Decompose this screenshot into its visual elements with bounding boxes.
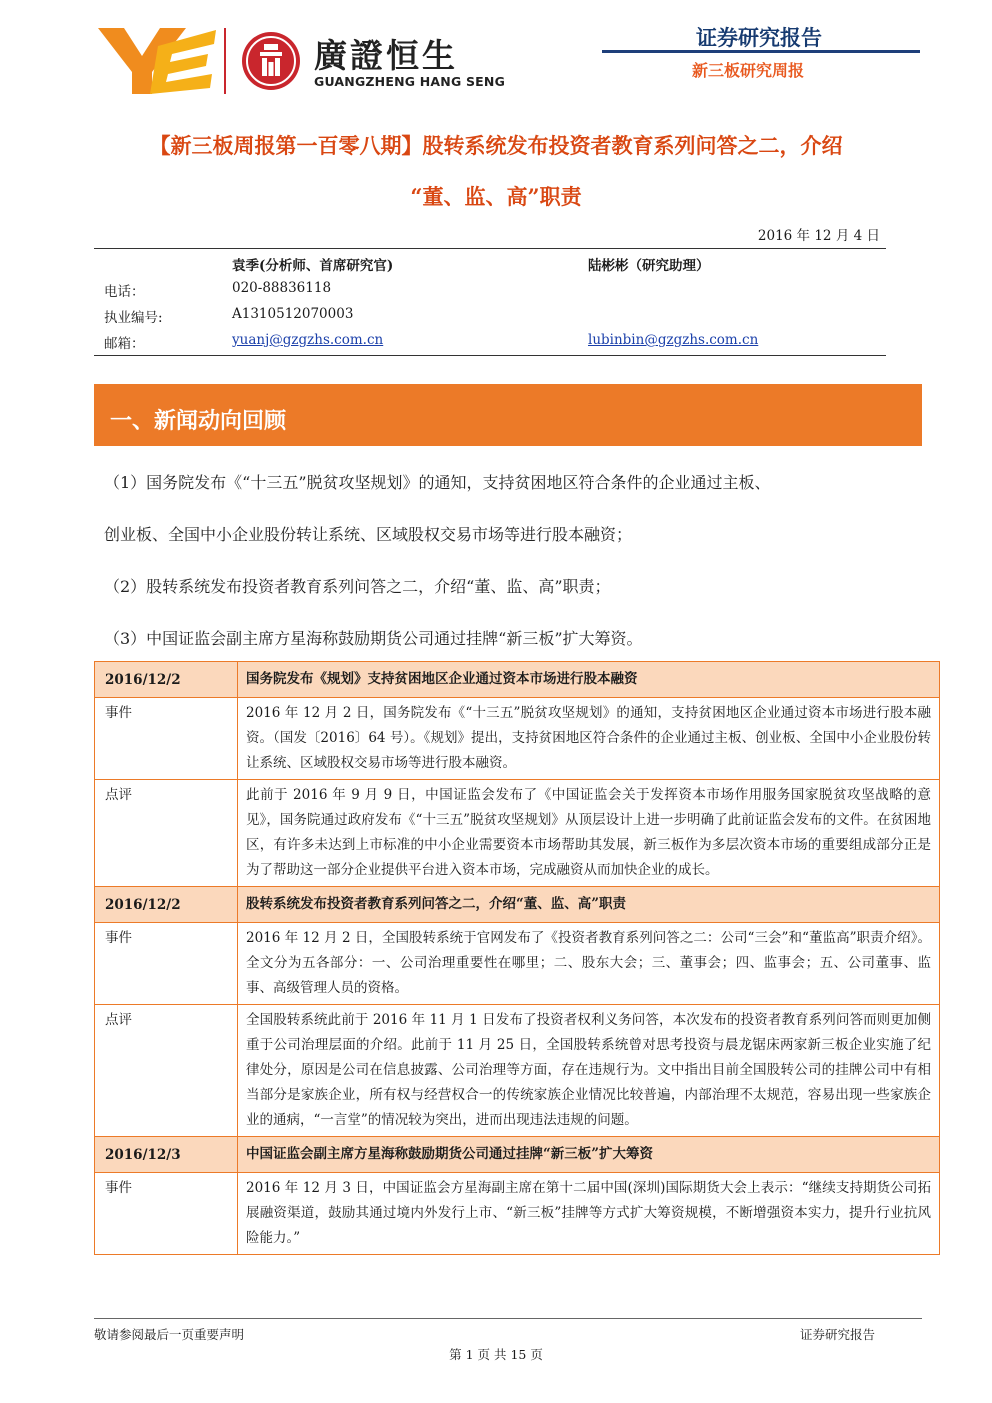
section-heading: 一、新闻动向回顾: [110, 409, 287, 434]
table-row: [95, 698, 940, 780]
email-link-1[interactable]: yuanj@gzgzhs.com.cn: [232, 332, 384, 348]
row-label: 事件: [95, 698, 238, 780]
header-rule: [602, 50, 920, 53]
news-summary-2: （2）股转系统发布投资者教育系列问答之二，介绍“董、监、高”职责；: [104, 577, 611, 596]
report-title-line1: 【新三板周报第一百零八期】股转系统发布投资者教育系列问答之二，介绍: [149, 133, 843, 158]
comment-text: 此前于 2016 年 9 月 9 日，中国证监会发布了《中国证监会关于发挥资本市场作用服务国家脱贫攻坚战略的意见》，国务院通过政府发布《“十三五”脱贫攻坚规划》从顶层设计上进一步明确了此前证监会发布的文件。在贫困地区，有许多未达到上市标准的中小企业需要资本市场帮助其发展，新三板作为多层次资本市场的重要组成部分正是为了帮助这一部分企业提供平台进入资本市场，完成融资从而加快企业的成长。: [238, 780, 940, 887]
table-row: [95, 780, 940, 887]
table-row: [95, 1005, 940, 1137]
report-title-line2: “董、监、高”职责: [410, 184, 582, 209]
row-label: 点评: [95, 780, 238, 887]
comment-text: 全国股转系统此前于 2016 年 11 月 1 日发布了投资者权利义务问答，本次发布的投资者教育系列问答而则更加侧重于公司治理层面的介绍。此前于 11 月 25 日，全国股转系统曾对思考投资与晨龙锯床两家新三板企业实施了纪律处分，原因是公司在信息披露、公司治理等方面，存在违规行为。文中指出目前全国股转公司的挂牌公司中有相当部分是家族企业，所有权与经营权合一的传统家族企业情况比较普遍，内部治理不太规范，容易出现一些家族企业的通病，“一言堂”的情况较为突出，进而出现违法违规的问题。: [238, 1005, 940, 1137]
news-date: 2016/12/2: [95, 662, 238, 698]
footer-doc-type: 证券研究报告: [800, 1327, 876, 1342]
brand-name-en: GUANGZHENG HANG SENG: [314, 74, 506, 89]
news-headline: 国务院发布《规划》支持贫困地区企业通过资本市场进行股本融资: [238, 662, 940, 698]
company-logo-icon: [98, 26, 216, 96]
news-table: [94, 661, 940, 1255]
news-date: 2016/12/2: [95, 887, 238, 923]
contact-rule-top: [94, 248, 886, 249]
phone-value: 020-88836118: [232, 280, 332, 296]
footer-disclaimer: 敬请参阅最后一页重要声明: [94, 1327, 245, 1342]
row-label: 事件: [95, 1173, 238, 1255]
page-number: 第 1 页 共 15 页: [449, 1347, 543, 1362]
news-summary-1b: 创业板、全国中小企业股份转让系统、区域股权交易市场等进行股本融资；: [104, 525, 633, 544]
license-label: 执业编号:: [104, 310, 163, 326]
row-label: 事件: [95, 923, 238, 1005]
row-label: 点评: [95, 1005, 238, 1137]
news-summary-1a: （1）国务院发布《“十三五”脱贫攻坚规划》的通知，支持贫困地区符合条件的企业通过主板、: [104, 473, 771, 492]
news-summary-3: （3）中国证监会副主席方星海称鼓励期货公司通过挂牌“新三板”扩大筹资。: [104, 629, 643, 648]
analyst-name-1: 袁季(分析师、首席研究官): [232, 258, 394, 274]
table-row: [95, 1137, 940, 1173]
license-value: A1310512070003: [232, 306, 354, 322]
event-text: 2016 年 12 月 2 日，国务院发布《“十三五”脱贫攻坚规划》的通知，支持贫困地区企业通过资本市场进行股本融资。（国发〔2016〕64 号）。《规划》提出，支持贫困地区符合条件的企业通过主板、创业板、全国中小企业股份转让系统、区域股权交易市场等进行股本融资。: [238, 698, 940, 780]
analyst-name-2: 陆彬彬（研究助理）: [588, 258, 710, 274]
email-link-2[interactable]: lubinbin@gzgzhs.com.cn: [588, 332, 759, 348]
document-type: 证券研究报告: [696, 26, 822, 50]
footer-rule: [94, 1318, 922, 1319]
event-text: 2016 年 12 月 2 日，全国股转系统于官网发布了《投资者教育系列问答之二：公司“三会”和“董监高”职责介绍》。全文分为五各部分：一、公司治理重要性在哪里；二、股东大会；三、董事会；四、监事会；五、公司董事、监事、高级管理人员的资格。: [238, 923, 940, 1005]
logo-divider: [224, 28, 226, 94]
brand-name-cn: 廣證恒生: [314, 36, 458, 75]
seal-icon: [240, 30, 302, 92]
table-row: [95, 662, 940, 698]
email-label: 邮箱：: [104, 336, 145, 352]
report-date: 2016 年 12 月 4 日: [757, 228, 880, 244]
phone-label: 电话：: [104, 284, 145, 300]
news-headline: 中国证监会副主席方星海称鼓励期货公司通过挂牌“新三板”扩大筹资: [238, 1137, 940, 1173]
contact-rule-bottom: [94, 355, 886, 356]
table-row: [95, 1173, 940, 1255]
news-headline: 股转系统发布投资者教育系列问答之二，介绍“董、监、高”职责: [238, 887, 940, 923]
event-text: 2016 年 12 月 3 日，中国证监会方星海副主席在第十二届中国(深圳)国际期货大会上表示：“继续支持期货公司拓展融资渠道，鼓励其通过境内外发行上市、“新三板”挂牌等方式扩大筹资规模，不断增强资本实力，提升行业抗风险能力。”: [238, 1173, 940, 1255]
table-row: [95, 887, 940, 923]
document-subtype: 新三板研究周报: [692, 61, 805, 80]
news-date: 2016/12/3: [95, 1137, 238, 1173]
table-row: [95, 923, 940, 1005]
